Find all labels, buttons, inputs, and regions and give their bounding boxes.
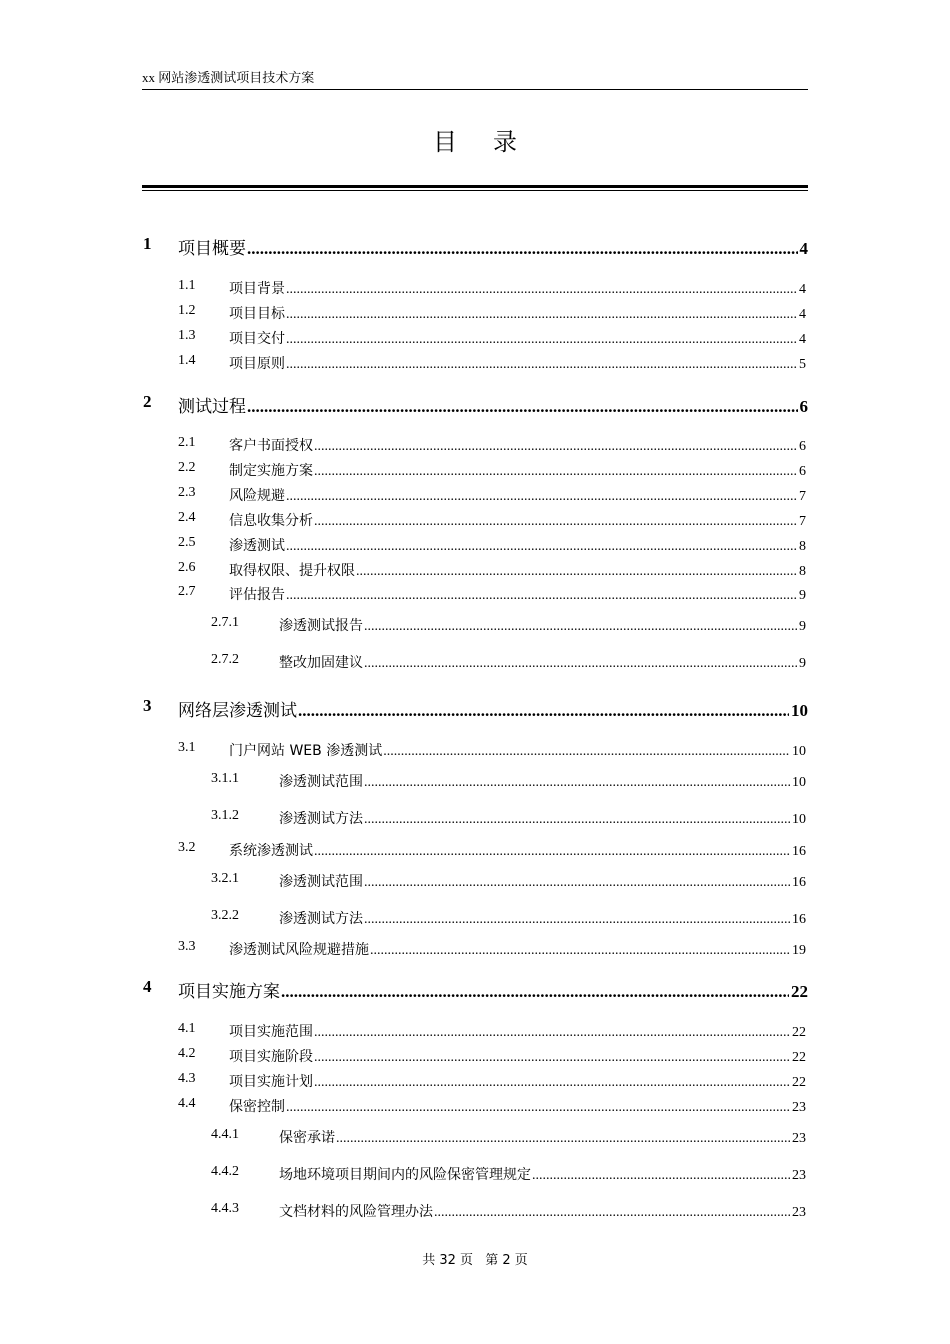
toc-leader-dots: [314, 844, 790, 860]
toc-leader-dots: [336, 1131, 790, 1147]
toc-entry-page: 10: [792, 744, 806, 759]
toc-entry-number: 3.2: [178, 840, 196, 855]
toc-entry-number: 4.3: [178, 1071, 196, 1086]
toc-leader-dots: [281, 982, 789, 1002]
toc-leader-dots: [286, 588, 797, 604]
toc-entry-page: 23: [792, 1168, 806, 1183]
toc-entry-number: 1.3: [178, 328, 196, 343]
toc-leader-dots: [532, 1168, 790, 1184]
toc-entry-number: 3.3: [178, 939, 196, 954]
toc-entry-page: 6: [799, 397, 808, 416]
toc-entry-title: 渗透测试风险规避措施: [229, 942, 369, 958]
toc-entry-title: 保密承诺: [279, 1130, 335, 1146]
toc-entry-page: 10: [791, 701, 808, 720]
toc-entry-page: 7: [799, 514, 806, 529]
toc-entry-page: 5: [799, 357, 806, 372]
toc-entry-number: 2: [143, 392, 152, 411]
toc-entry-number: 2.1: [178, 435, 196, 450]
toc-entry-title: 取得权限、提升权限: [229, 563, 355, 579]
toc-leader-dots: [364, 656, 797, 672]
toc-entry-page: 9: [799, 619, 806, 634]
toc-leader-dots: [364, 775, 790, 791]
toc-entry-title: 渗透测试报告: [279, 618, 363, 634]
toc-leader-dots: [383, 744, 790, 760]
toc-entry-number: 2.7.1: [211, 615, 239, 630]
toc-entry-title: 系统渗透测试: [229, 843, 313, 859]
toc-entry-title: 信息收集分析: [229, 513, 313, 529]
toc-leader-dots: [314, 1075, 790, 1091]
toc-entry-page: 6: [799, 439, 806, 454]
toc-entry-page: 4: [799, 239, 808, 258]
toc-entry-number: 4.4.3: [211, 1201, 239, 1216]
toc-entry-number: 1.4: [178, 353, 196, 368]
toc-entry-page: 23: [792, 1131, 806, 1146]
toc-entry-number: 2.7.2: [211, 652, 239, 667]
toc-entry-page: 22: [792, 1050, 806, 1065]
toc-entry-number: 4.1: [178, 1021, 196, 1036]
toc-entry-title: 项目实施方案: [178, 982, 280, 1002]
toc-entry-page: 9: [799, 588, 806, 603]
toc-entry-title: 风险规避: [229, 488, 285, 504]
toc-entry-number: 2.6: [178, 560, 196, 575]
toc-entry-number: 1.2: [178, 303, 196, 318]
toc-entry-title: 项目目标: [229, 306, 285, 322]
toc-entry-page: 8: [799, 539, 806, 554]
toc-leader-dots: [286, 489, 797, 505]
toc-leader-dots: [314, 1025, 790, 1041]
toc-entry-page: 22: [792, 1025, 806, 1040]
toc-leader-dots: [247, 397, 798, 417]
toc-entry-number: 1.1: [178, 278, 196, 293]
toc-entry-title: 场地环境项目期间内的风险保密管理规定: [279, 1167, 531, 1183]
running-header: xx 网站渗透测试项目技术方案: [142, 70, 808, 90]
toc-leader-dots: [286, 332, 797, 348]
toc-entry-title: 渗透测试范围: [279, 874, 363, 890]
toc-leader-dots: [356, 564, 797, 580]
toc-entry-title: 制定实施方案: [229, 463, 313, 479]
toc-leader-dots: [364, 619, 797, 635]
toc-entry-number: 4: [143, 977, 152, 996]
toc-leader-dots: [286, 357, 797, 373]
toc-leader-dots: [286, 1100, 790, 1116]
toc-leader-dots: [314, 439, 797, 455]
toc-entry-number: 4.4.1: [211, 1127, 239, 1142]
toc-entry-number: 4.4.2: [211, 1164, 239, 1179]
toc-entry-title: 渗透测试方法: [279, 911, 363, 927]
current-page: 第 2 页: [485, 1253, 528, 1268]
toc-entry-page: 22: [792, 1075, 806, 1090]
toc-leader-dots: [364, 875, 790, 891]
toc-entry-title: 保密控制: [229, 1099, 285, 1115]
toc-entry-number: 2.4: [178, 510, 196, 525]
toc-entry-title: 渗透测试范围: [279, 774, 363, 790]
toc-entry-title: 整改加固建议: [279, 655, 363, 671]
toc-entry-title: 评估报告: [229, 587, 285, 603]
toc-entry-number: 4.4: [178, 1096, 196, 1111]
toc-entry-page: 10: [792, 775, 806, 790]
toc-entry-number: 2.7: [178, 584, 196, 599]
toc-leader-dots: [370, 943, 790, 959]
toc-leader-dots: [364, 812, 790, 828]
toc-entry-number: 3.1.2: [211, 808, 239, 823]
toc-entry-page: 8: [799, 564, 806, 579]
toc-leader-dots: [314, 514, 797, 530]
toc-entry-number: 3.1: [178, 740, 196, 755]
toc-entry-number: 4.2: [178, 1046, 196, 1061]
page-title: 目录: [433, 128, 553, 156]
toc-entry-page: 22: [791, 982, 808, 1001]
toc-entry-page: 4: [799, 332, 806, 347]
toc-leader-dots: [286, 282, 797, 298]
total-pages: 共 32 页: [422, 1253, 474, 1268]
page-footer: [0, 1249, 950, 1268]
toc-leader-dots: [298, 701, 789, 721]
toc-entry-number: 2.2: [178, 460, 196, 475]
toc-entry-title: 项目交付: [229, 331, 285, 347]
toc-entry-title: 项目实施计划: [229, 1074, 313, 1090]
toc-leader-dots: [314, 1050, 790, 1066]
toc-entry-page: 6: [799, 464, 806, 479]
toc-entry-number: 3.2.1: [211, 871, 239, 886]
toc-entry-page: 23: [792, 1205, 806, 1220]
toc-leader-dots: [364, 912, 790, 928]
toc-entry-page: 4: [799, 282, 806, 297]
toc-entry-number: 3.2.2: [211, 908, 239, 923]
toc-entry-title: 网络层渗透测试: [178, 701, 297, 721]
toc-entry-number: 2.5: [178, 535, 196, 550]
toc-entry-number: 3: [143, 696, 152, 715]
toc-entry-title: 测试过程: [178, 397, 246, 417]
toc-entry-page: 16: [792, 875, 806, 890]
toc-entry-number: 2.3: [178, 485, 196, 500]
toc-leader-dots: [247, 239, 798, 259]
toc-entry-page: 4: [799, 307, 806, 322]
toc-entry-page: 16: [792, 912, 806, 927]
toc-entry-number: 3.1.1: [211, 771, 239, 786]
toc-entry-title: 项目实施阶段: [229, 1049, 313, 1065]
toc-entry-page: 19: [792, 943, 806, 958]
toc-entry-page: 16: [792, 844, 806, 859]
toc-entry-title: 项目概要: [178, 239, 246, 259]
toc-entry-title: 渗透测试: [229, 538, 285, 554]
toc-leader-dots: [434, 1205, 790, 1221]
toc-leader-dots: [314, 464, 797, 480]
toc-entry-title: 文档材料的风险管理办法: [279, 1204, 433, 1220]
toc-entry-title: 门户网站 WEB 渗透测试: [229, 743, 383, 759]
toc-leader-dots: [286, 307, 797, 323]
toc-entry-page: 10: [792, 812, 806, 827]
toc-entry-title: 渗透测试方法: [279, 811, 363, 827]
toc-leader-dots: [286, 539, 797, 555]
toc-entry-title: 项目背景: [229, 281, 285, 297]
toc-entry-title: 项目原则: [229, 356, 285, 372]
toc-entry-number: 1: [143, 234, 152, 253]
toc-entry-page: 7: [799, 489, 806, 504]
toc-entry-title: 项目实施范围: [229, 1024, 313, 1040]
toc-entry-page: 23: [792, 1100, 806, 1115]
toc-entry-title: 客户书面授权: [229, 438, 313, 454]
toc-entry-page: 9: [799, 656, 806, 671]
